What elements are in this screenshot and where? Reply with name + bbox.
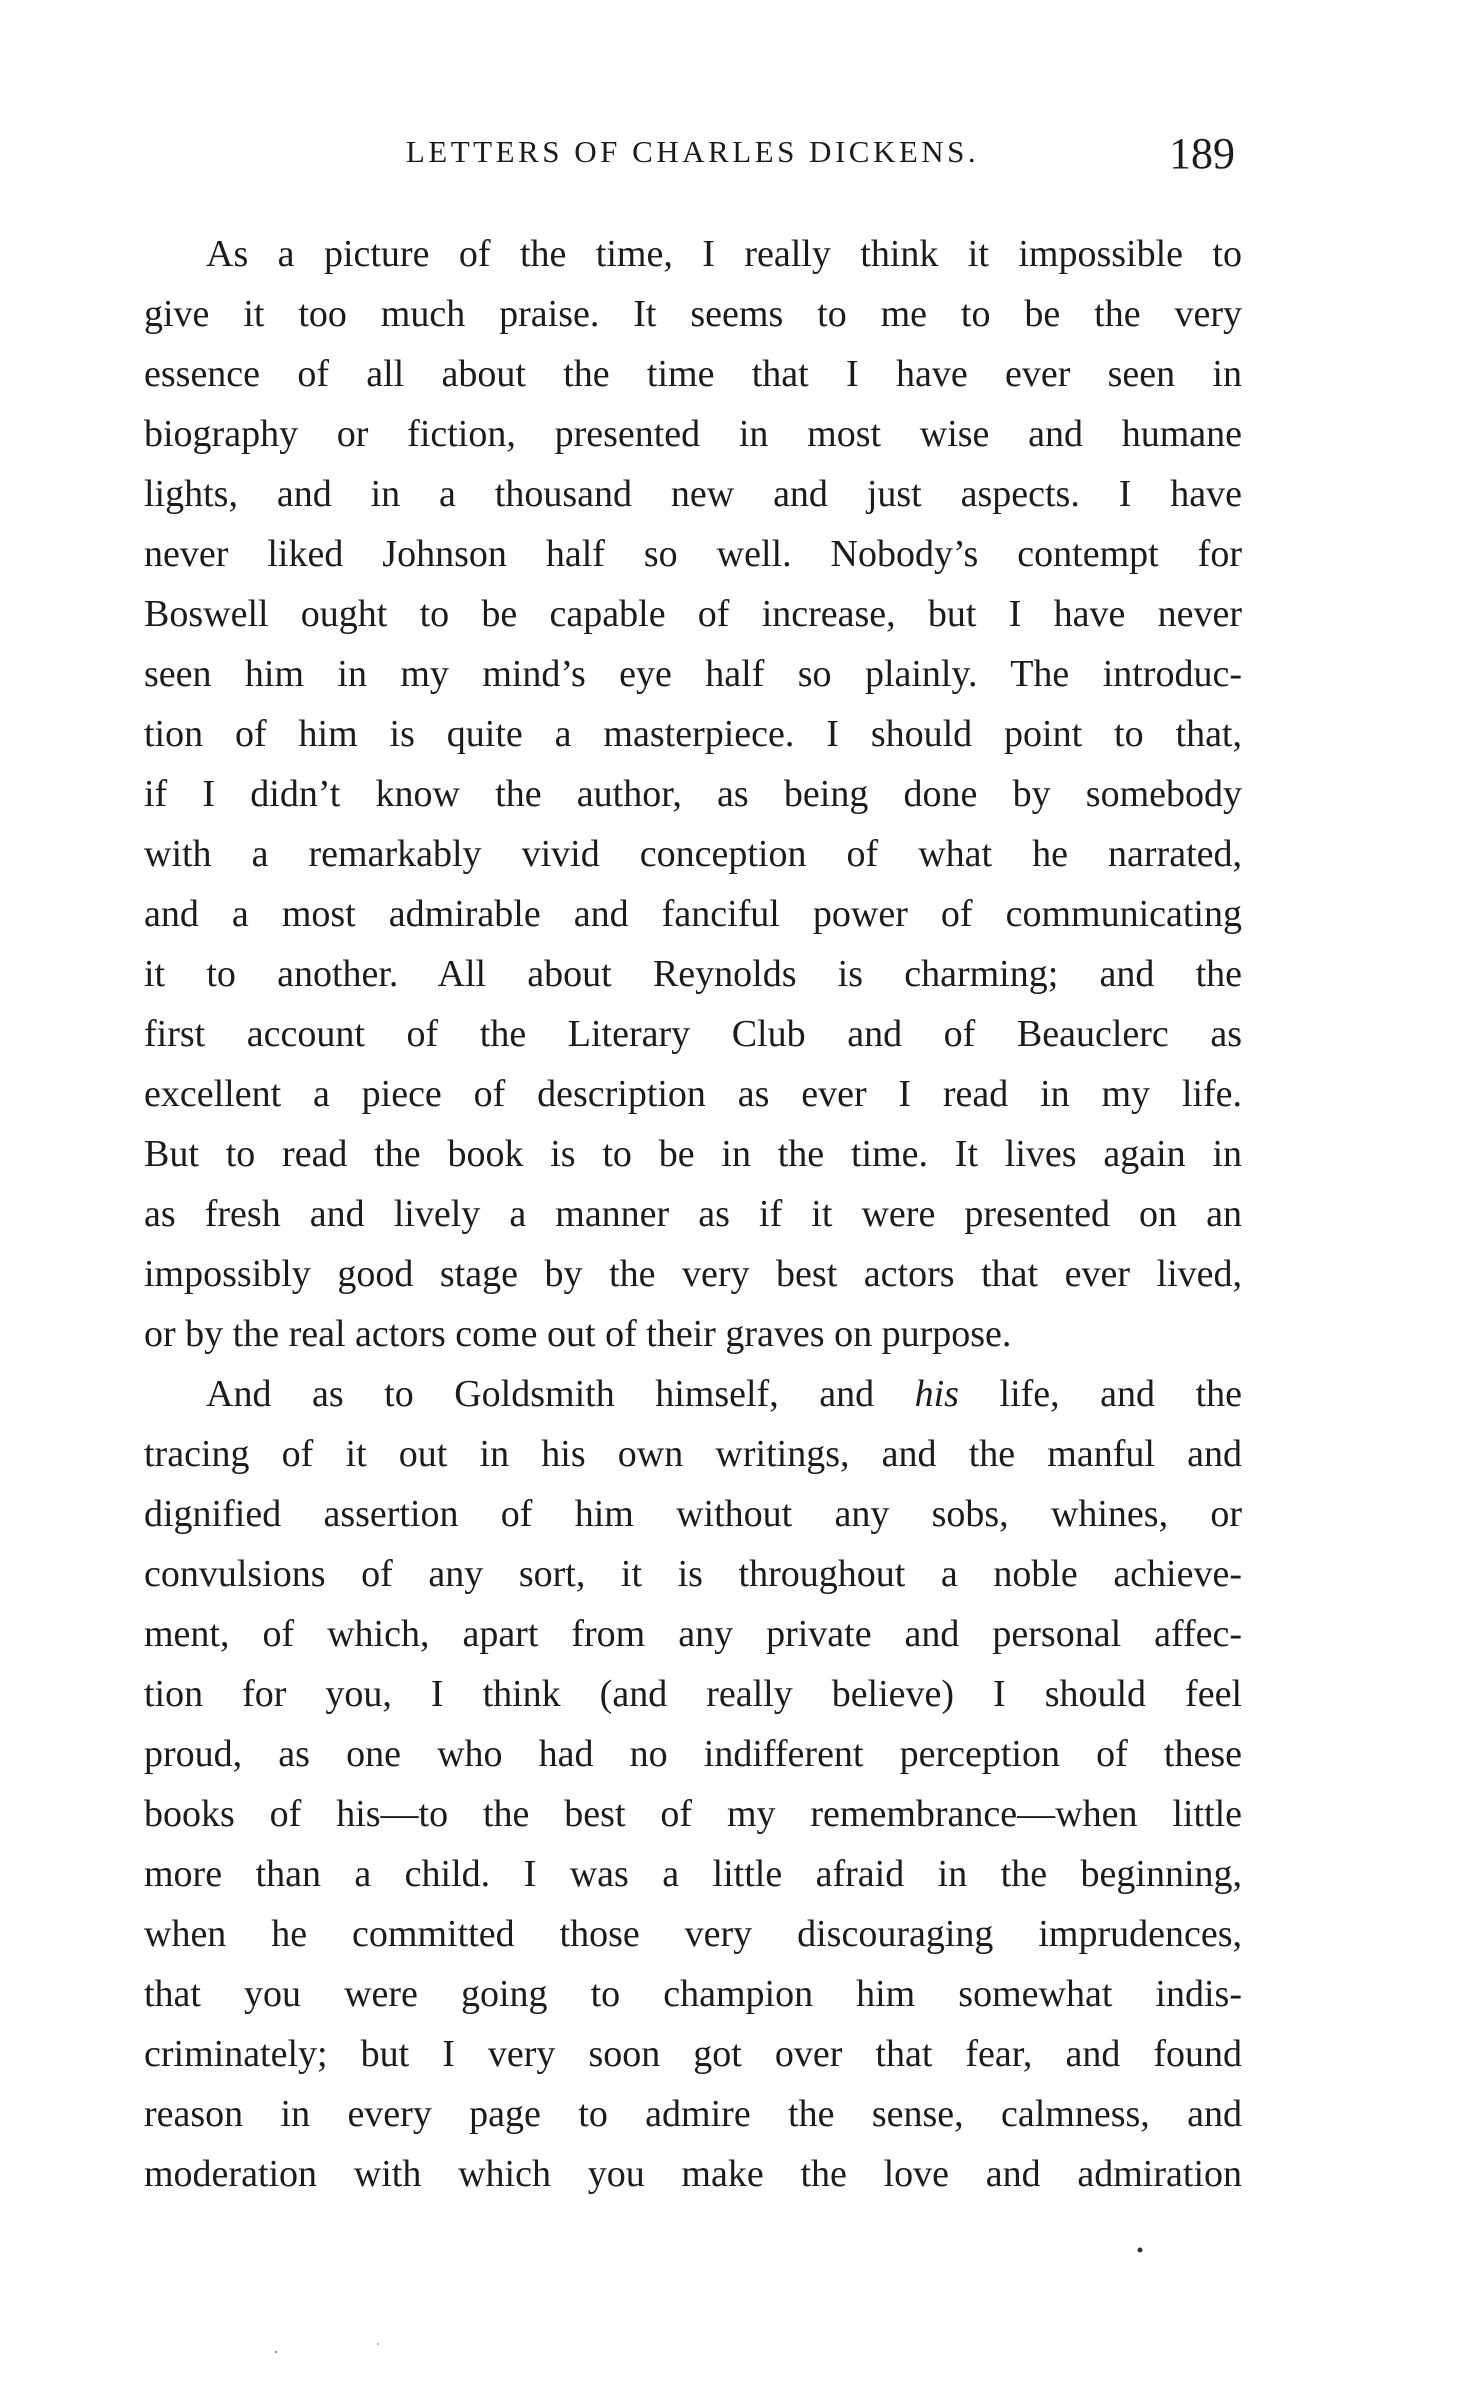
text-line: Boswell ought to be capable of increase, but I have never xyxy=(144,593,1242,635)
text-run: And as to Goldsmith himself, and xyxy=(206,1373,915,1415)
text-line: reason in every page to admire the sense, calmness, and xyxy=(144,2093,1242,2135)
text-line: as fresh and lively a manner as if it were presented on an xyxy=(144,1193,1242,1235)
text-line: and a most admirable and fanciful power of communicating xyxy=(144,893,1242,935)
text-line: when he committed those very discouraging imprudences, xyxy=(144,1913,1242,1955)
text-line: never liked Johnson half so well. Nobody’s contempt for xyxy=(144,533,1242,575)
text-line: convulsions of any sort, it is throughout a noble achieve- xyxy=(144,1553,1242,1595)
page-number: 189 xyxy=(1169,129,1235,178)
text-line-with-italic xyxy=(144,1364,1242,1424)
ink-speck xyxy=(1138,2248,1143,2253)
ink-speck xyxy=(275,2351,277,2353)
running-title: LETTERS OF CHARLES DICKENS. xyxy=(405,134,980,169)
text-line: if I didn’t know the author, as being done by somebody xyxy=(144,773,1242,815)
text-line: moderation with which you make the love and admiration xyxy=(144,2153,1242,2195)
text-line: impossibly good stage by the very best actors that ever lived, xyxy=(144,1253,1242,1295)
text-line: seen him in my mind’s eye half so plainly. The introduc- xyxy=(144,653,1242,695)
text-line: ment, of which, apart from any private and personal affec- xyxy=(144,1613,1242,1655)
text-line: proud, as one who had no indifferent perception of these xyxy=(144,1733,1242,1775)
text-line: lights, and in a thousand new and just aspects. I have xyxy=(144,473,1242,515)
text-run: life, and the xyxy=(958,1373,1242,1415)
body-text xyxy=(144,224,1242,2204)
paragraph-1 xyxy=(144,224,1242,1364)
text-line: biography or fiction, presented in most wise and humane xyxy=(144,413,1242,455)
text-line: As a picture of the time, I really think it impossible to xyxy=(206,233,1242,275)
text-line: give it too much praise. It seems to me to be the very xyxy=(144,293,1242,335)
text-line: criminately; but I very soon got over that fear, and found xyxy=(144,2033,1242,2075)
text-line: tion for you, I think (and really believe) I should feel xyxy=(144,1673,1242,1715)
text-line: dignified assertion of him without any sobs, whines, or xyxy=(144,1493,1242,1535)
text-line: first account of the Literary Club and of Beauclerc as xyxy=(144,1013,1242,1055)
text-line: it to another. All about Reynolds is charming; and the xyxy=(144,953,1242,995)
text-line: that you were going to champion him somewhat indis- xyxy=(144,1973,1242,2015)
text-line: But to read the book is to be in the time. It lives again in xyxy=(144,1133,1242,1175)
text-line: or by the real actors come out of their graves on purpose. xyxy=(144,1313,1012,1355)
text-line: essence of all about the time that I have ever seen in xyxy=(144,353,1242,395)
text-line: books of his—to the best of my remembrance—when little xyxy=(144,1793,1242,1835)
text-line: tracing of it out in his own writings, and the manful and xyxy=(144,1433,1242,1475)
text-line: tion of him is quite a masterpiece. I should point to that, xyxy=(144,713,1242,755)
text-line: excellent a piece of description as ever I read in my life. xyxy=(144,1073,1242,1115)
text-line: more than a child. I was a little afraid in the beginning, xyxy=(144,1853,1242,1895)
ink-speck xyxy=(377,2343,379,2345)
text-line: with a remarkably vivid conception of what he narrated, xyxy=(144,833,1242,875)
italic-word: his xyxy=(914,1373,959,1415)
running-head xyxy=(140,128,1245,184)
paragraph-2 xyxy=(144,1364,1242,2204)
